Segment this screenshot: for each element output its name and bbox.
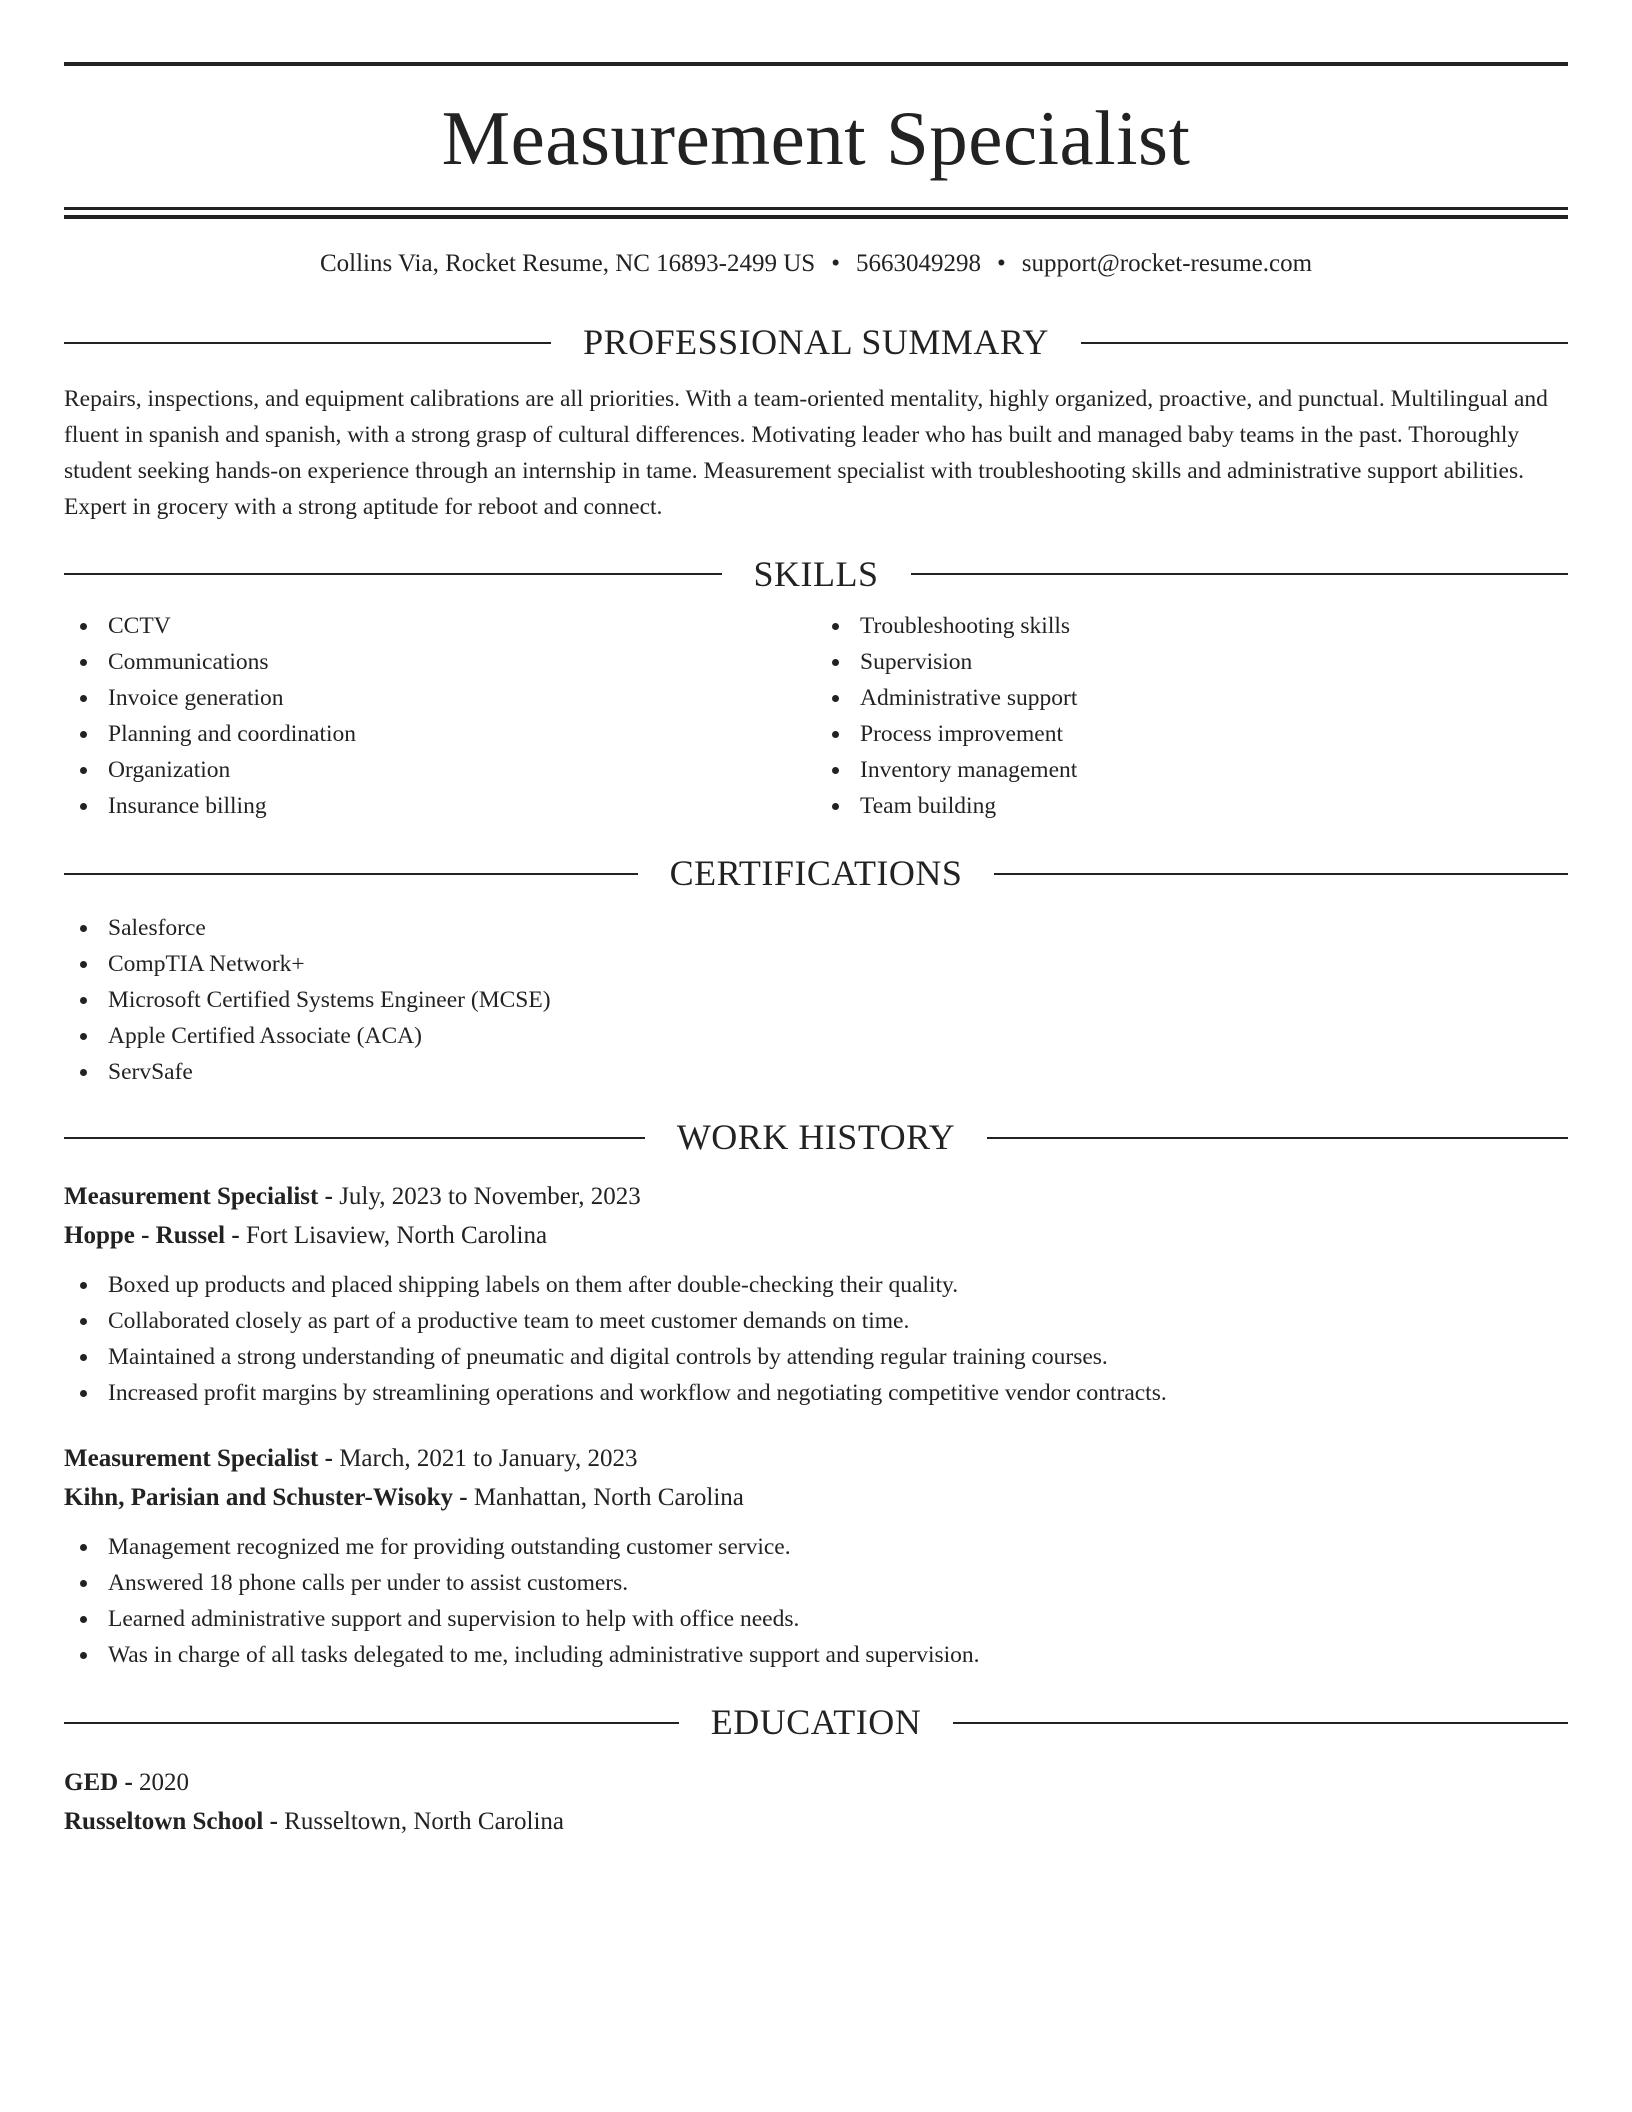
contact-address: Collins Via, Rocket Resume, NC 16893-2499 US xyxy=(319,250,816,277)
certification-item: Apple Certified Associate (ACA) xyxy=(64,1018,1568,1054)
skills-list-left xyxy=(64,608,816,824)
skill-item: Inventory management xyxy=(816,752,1568,788)
education-degree-line: GED - 2020 xyxy=(64,1768,190,1796)
section-heading-education xyxy=(64,1703,1568,1743)
section-heading-summary xyxy=(64,323,1568,363)
job-bullet: Boxed up products and placed shipping labels on them after double-checking their quality. xyxy=(64,1267,1568,1303)
heading-rule-left xyxy=(64,573,722,575)
job-bullet: Management recognized me for providing outstanding customer service. xyxy=(64,1529,1568,1565)
education-entry xyxy=(64,1763,1568,1841)
section-heading-work-history xyxy=(64,1118,1568,1158)
section-heading-skills xyxy=(64,555,1568,595)
job-entry xyxy=(64,1177,1568,1411)
heading-rule-left xyxy=(64,342,551,344)
job-entry xyxy=(64,1439,1568,1673)
contact-separator: • xyxy=(831,250,840,277)
job-title-line: Measurement Specialist - July, 2023 to November, 2023 xyxy=(64,1183,641,1211)
section-heading-label: SKILLS xyxy=(753,553,879,594)
certification-item: CompTIA Network+ xyxy=(64,946,1568,982)
job-title-line: Measurement Specialist - March, 2021 to January, 2023 xyxy=(64,1445,638,1473)
education-school-line: Russeltown School - Russeltown, North Carolina xyxy=(64,1807,565,1835)
job-company: Hoppe - Russel xyxy=(64,1222,226,1250)
certifications-list xyxy=(64,910,1568,1090)
heading-rule-left xyxy=(64,873,638,875)
skill-item: Troubleshooting skills xyxy=(816,608,1568,644)
job-bullet: Learned administrative support and supervision to help with office needs. xyxy=(64,1601,1568,1637)
contact-line xyxy=(64,249,1568,279)
contact-separator: • xyxy=(996,250,1006,277)
heading-rule-right xyxy=(911,573,1569,575)
skills-list-right xyxy=(816,608,1568,824)
contact-email: support@rocket-resume.com xyxy=(1021,250,1313,277)
job-company-line: Kihn, Parisian and Schuster-Wisoky - Manhattan, North Carolina xyxy=(64,1484,744,1512)
job-dates: March, 2021 to January, 2023 xyxy=(339,1445,638,1473)
job-bullets xyxy=(64,1267,1568,1411)
job-role: Measurement Specialist xyxy=(64,1445,319,1473)
section-heading-certifications xyxy=(64,854,1568,894)
job-company: Kihn, Parisian and Schuster-Wisoky xyxy=(64,1484,453,1512)
job-role: Measurement Specialist xyxy=(64,1183,319,1211)
certification-item: Salesforce xyxy=(64,910,1568,946)
certification-item: ServSafe xyxy=(64,1054,1568,1090)
header-top-rule xyxy=(64,62,1568,66)
resume-name: Measurement Specialist xyxy=(441,95,1191,181)
certification-item: Microsoft Certified Systems Engineer (MCSE) xyxy=(64,982,1568,1018)
summary-text: Repairs, inspections, and equipment calibrations are all priorities. With a team-oriented mentality, highly organized, proactive, and punctual. Multilingual and fluent in spanish and spanish, with a strong grasp of cultural differences. Motivating leader who has built and managed baby teams in the past. Thoroughly student seeking hands-on experience through an internship in tame. Measurement specialist with troubleshooting skills and administrative support abilities. Expert in grocery with a strong aptitude for reboot and connect. xyxy=(64,385,1548,520)
education-degree: GED xyxy=(64,1768,119,1796)
skill-item: Administrative support xyxy=(816,680,1568,716)
job-bullet: Collaborated closely as part of a productive team to meet customer demands on time. xyxy=(64,1303,1568,1339)
education-location: Russeltown, North Carolina xyxy=(284,1807,565,1835)
skill-item: Team building xyxy=(816,788,1568,824)
heading-rule-right xyxy=(994,873,1568,875)
skills-grid xyxy=(64,608,1568,824)
heading-rule-right xyxy=(953,1722,1568,1724)
education-school: Russeltown School xyxy=(64,1807,264,1835)
contact-phone: 5663049298 xyxy=(855,250,981,277)
section-heading-label: WORK HISTORY xyxy=(676,1116,956,1157)
job-dates: July, 2023 to November, 2023 xyxy=(339,1183,641,1211)
job-location: Manhattan, North Carolina xyxy=(473,1484,744,1512)
job-bullet: Was in charge of all tasks delegated to me, including administrative support and supervision. xyxy=(64,1637,1568,1673)
skill-item: Organization xyxy=(64,752,816,788)
heading-rule-left xyxy=(64,1137,645,1139)
skill-item: CCTV xyxy=(64,608,816,644)
section-heading-label: EDUCATION xyxy=(710,1702,922,1743)
job-company-line: Hoppe - Russel - Fort Lisaview, North Carolina xyxy=(64,1222,548,1250)
job-location: Fort Lisaview, North Carolina xyxy=(245,1222,548,1250)
education-year: 2020 xyxy=(139,1768,190,1796)
heading-rule-right xyxy=(987,1137,1568,1139)
skill-item: Planning and coordination xyxy=(64,716,816,752)
heading-rule-left xyxy=(64,1722,679,1724)
skill-item: Process improvement xyxy=(816,716,1568,752)
job-bullet: Increased profit margins by streamlining operations and workflow and negotiating competitive vendor contracts. xyxy=(64,1375,1568,1411)
header-double-rule xyxy=(64,207,1568,219)
skill-item: Invoice generation xyxy=(64,680,816,716)
job-bullets xyxy=(64,1529,1568,1673)
job-bullet: Answered 18 phone calls per under to assist customers. xyxy=(64,1565,1568,1601)
heading-rule-right xyxy=(1081,342,1568,344)
skill-item: Communications xyxy=(64,644,816,680)
section-heading-label: CERTIFICATIONS xyxy=(669,853,963,894)
section-heading-label: PROFESSIONAL SUMMARY xyxy=(583,322,1049,362)
job-bullet: Maintained a strong understanding of pneumatic and digital controls by attending regular training courses. xyxy=(64,1339,1568,1375)
skill-item: Insurance billing xyxy=(64,788,816,824)
skill-item: Supervision xyxy=(816,644,1568,680)
